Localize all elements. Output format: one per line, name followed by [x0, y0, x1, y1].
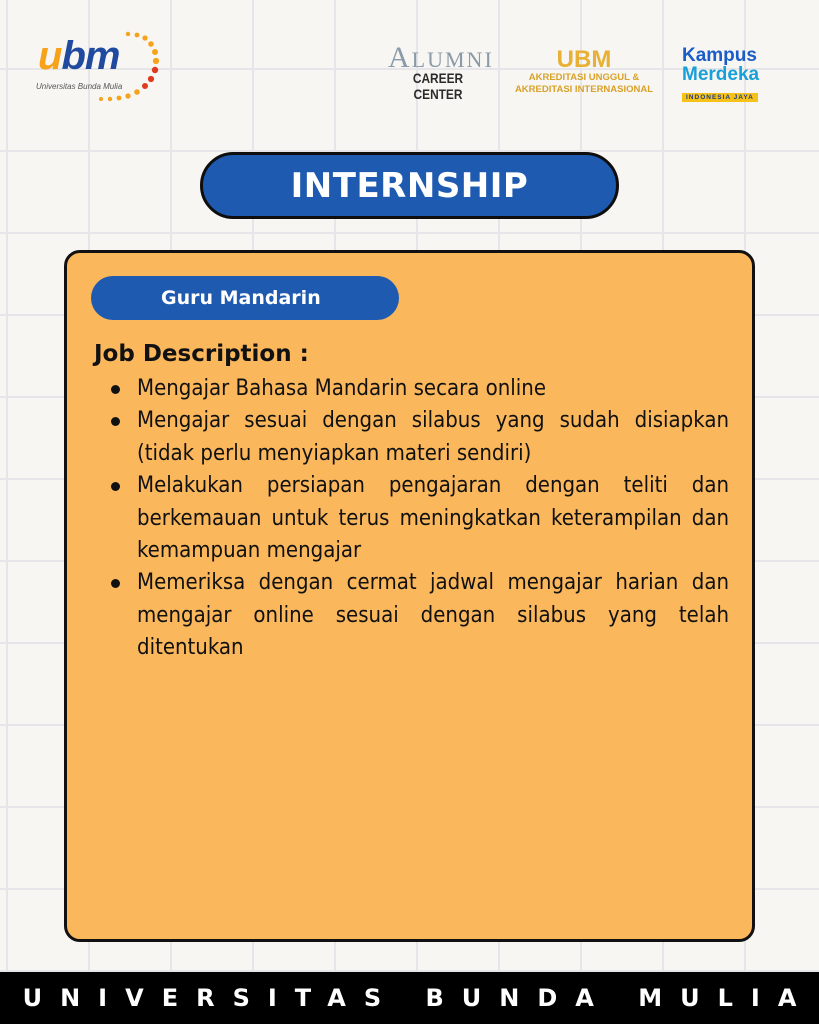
- title-banner: [200, 152, 619, 219]
- page-title: INTERNSHIP: [290, 165, 529, 206]
- kampus-merdeka-logo: Kampus Merdeka INDONESIA JAYA: [682, 45, 760, 101]
- accreditation-logo: UBM AKREDITASI UNGGUL & AKREDITASI INTERNASIONAL: [514, 46, 654, 95]
- list-item: Memeriksa dengan cermat jadwal mengajar harian dan mengajar online sesuai dengan silabus yang telah ditentukan: [137, 567, 729, 664]
- list-item: Mengajar sesuai dengan silabus yang sudah disiapkan (tidak perlu menyiapkan materi sendiri): [137, 405, 729, 470]
- job-position-label: Guru Mandarin: [161, 287, 321, 309]
- alumni-career-center-logo: ALUMNI CAREER CENTER: [388, 41, 494, 102]
- footer-text: UNIVERSITAS BUNDA MULIA: [22, 984, 815, 1012]
- ubm-logo: [36, 28, 166, 116]
- job-card: [64, 250, 755, 942]
- job-description-list: [137, 373, 729, 665]
- footer-bar: [0, 972, 819, 1024]
- job-description-heading: Job Description :: [94, 341, 309, 367]
- ubm-wordmark: ubm: [38, 34, 120, 78]
- job-position-badge: [91, 276, 399, 320]
- list-item: Mengajar Bahasa Mandarin secara online: [137, 373, 729, 405]
- ubm-subtitle: Universitas Bunda Mulia: [36, 82, 123, 91]
- list-item: Melakukan persiapan pengajaran dengan teliti dan berkemauan untuk terus meningkatkan keterampilan dan kemampuan mengajar: [137, 470, 729, 567]
